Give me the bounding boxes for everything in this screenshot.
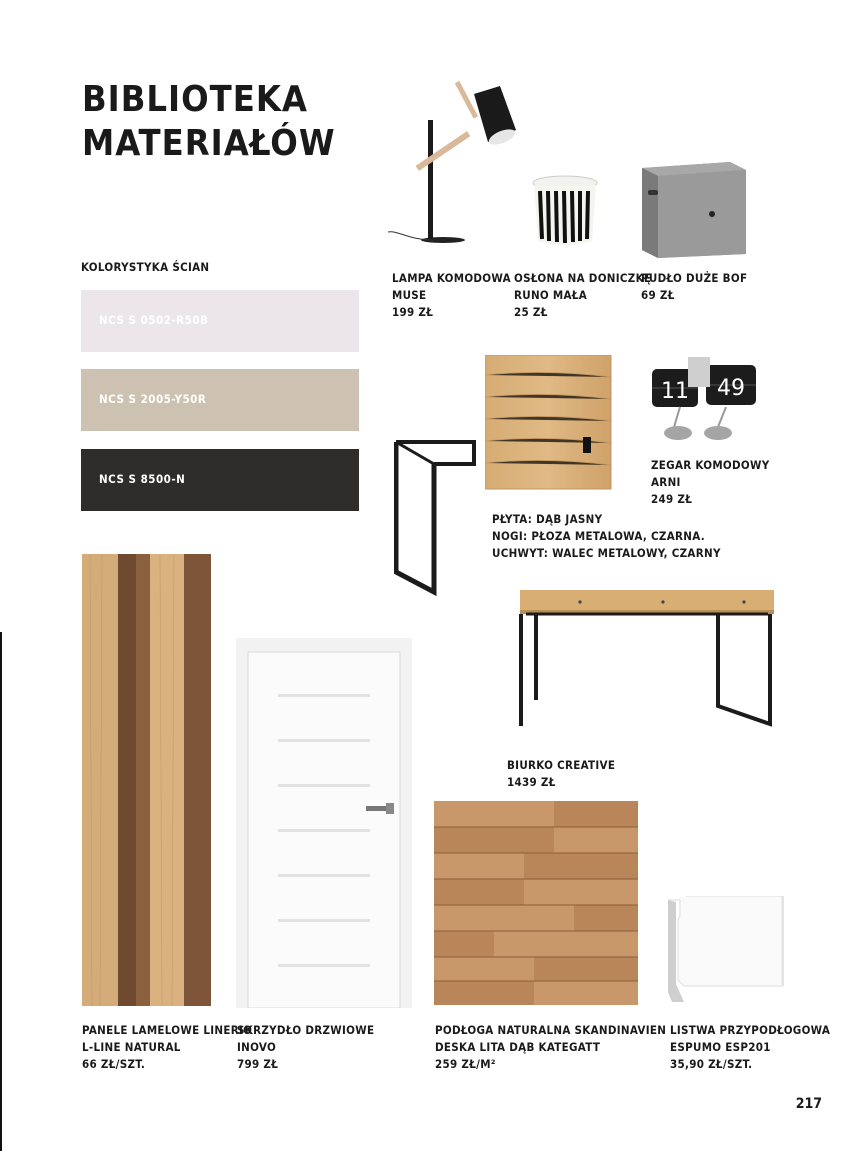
clock-hours: 11 <box>661 379 689 404</box>
page-edge-line <box>0 632 2 1151</box>
desk-price: 1439 ZŁ <box>507 775 556 789</box>
door-name: SKRZYDŁO DRZWIOWE <box>237 1023 375 1037</box>
box-name: PUDŁO DUŻE BOF <box>641 271 748 285</box>
door-price: 799 ZŁ <box>237 1057 279 1071</box>
box-caption <box>641 270 747 304</box>
title-line-2: MATERIAŁÓW <box>82 123 336 164</box>
flip-clock-image <box>648 355 758 447</box>
lamella-panels-image <box>82 554 211 1006</box>
desk-spec-legs: NOGI: PŁOZA METALOWA, CZARNA. <box>492 529 705 543</box>
panels-name: PANELE LAMELOWE LINERIO <box>82 1023 253 1037</box>
desk-specs <box>492 511 721 562</box>
door-name-2: INOVO <box>237 1040 277 1054</box>
swatch-ncs-2005 <box>81 369 359 431</box>
swatch-ncs-8500 <box>81 449 359 511</box>
box-price: 69 ZŁ <box>641 288 675 302</box>
page-number: 217 <box>795 1096 822 1112</box>
clock-name-2: ARNI <box>651 475 681 489</box>
skirting-name: LISTWA PRZYPODŁOGOWA <box>670 1023 831 1037</box>
wall-colors-heading: KOLORYSTYKA ŚCIAN <box>81 260 210 274</box>
swatch-code: NCS S 0502-R50B <box>99 313 209 327</box>
lamp-price: 199 ZŁ <box>392 305 434 319</box>
swatch-code: NCS S 8500-N <box>99 472 186 486</box>
pot-caption <box>514 270 651 321</box>
door-image <box>236 638 412 1008</box>
desk-spec-top: PŁYTA: DĄB JASNY <box>492 512 603 526</box>
floor-name: PODŁOGA NATURALNA SKANDINAVIEN <box>435 1023 667 1037</box>
desk-spec-handle: UCHWYT: WALEC METALOWY, CZARNY <box>492 546 721 560</box>
pot-price: 25 ZŁ <box>514 305 548 319</box>
clock-caption <box>651 457 770 508</box>
panels-caption <box>82 1022 252 1073</box>
page-title <box>82 78 336 166</box>
title-line-1: BIBLIOTEKA <box>82 79 308 120</box>
skirting-name-2: ESPUMO ESP201 <box>670 1040 771 1054</box>
clock-minutes: 49 <box>717 376 745 401</box>
lamp-name: LAMPA KOMODOWA <box>392 271 511 285</box>
oak-floor-image <box>434 801 638 1005</box>
floor-price: 259 ZŁ/M² <box>435 1057 496 1071</box>
lamp-image <box>388 80 518 250</box>
swatch-code: NCS S 2005-Y50R <box>99 392 207 406</box>
panels-price: 66 ZŁ/SZT. <box>82 1057 146 1071</box>
desk-leg-image <box>394 438 478 596</box>
desk-caption <box>507 757 615 791</box>
pot-name: OSŁONA NA DONICZKĘ <box>514 271 652 285</box>
lamp-caption <box>392 270 511 321</box>
clock-price: 249 ZŁ <box>651 492 693 506</box>
floor-name-2: DESKA LITA DĄB KATEGATT <box>435 1040 601 1054</box>
lamp-name-2: MUSE <box>392 288 427 302</box>
box-image <box>640 162 748 258</box>
swatch-ncs-0502 <box>81 290 359 352</box>
floor-caption <box>435 1022 666 1073</box>
desk-image <box>516 588 778 734</box>
skirting-caption <box>670 1022 830 1073</box>
panels-name-2: L-LINE NATURAL <box>82 1040 181 1054</box>
desk-name: BIURKO CREATIVE <box>507 758 616 772</box>
skirting-price: 35,90 ZŁ/SZT. <box>670 1057 753 1071</box>
oak-board-image <box>485 355 613 491</box>
skirting-board-image <box>666 896 784 1006</box>
door-caption <box>237 1022 374 1073</box>
pot-image <box>530 175 600 247</box>
pot-name-2: RUNO MAŁA <box>514 288 588 302</box>
clock-name: ZEGAR KOMODOWY <box>651 458 770 472</box>
